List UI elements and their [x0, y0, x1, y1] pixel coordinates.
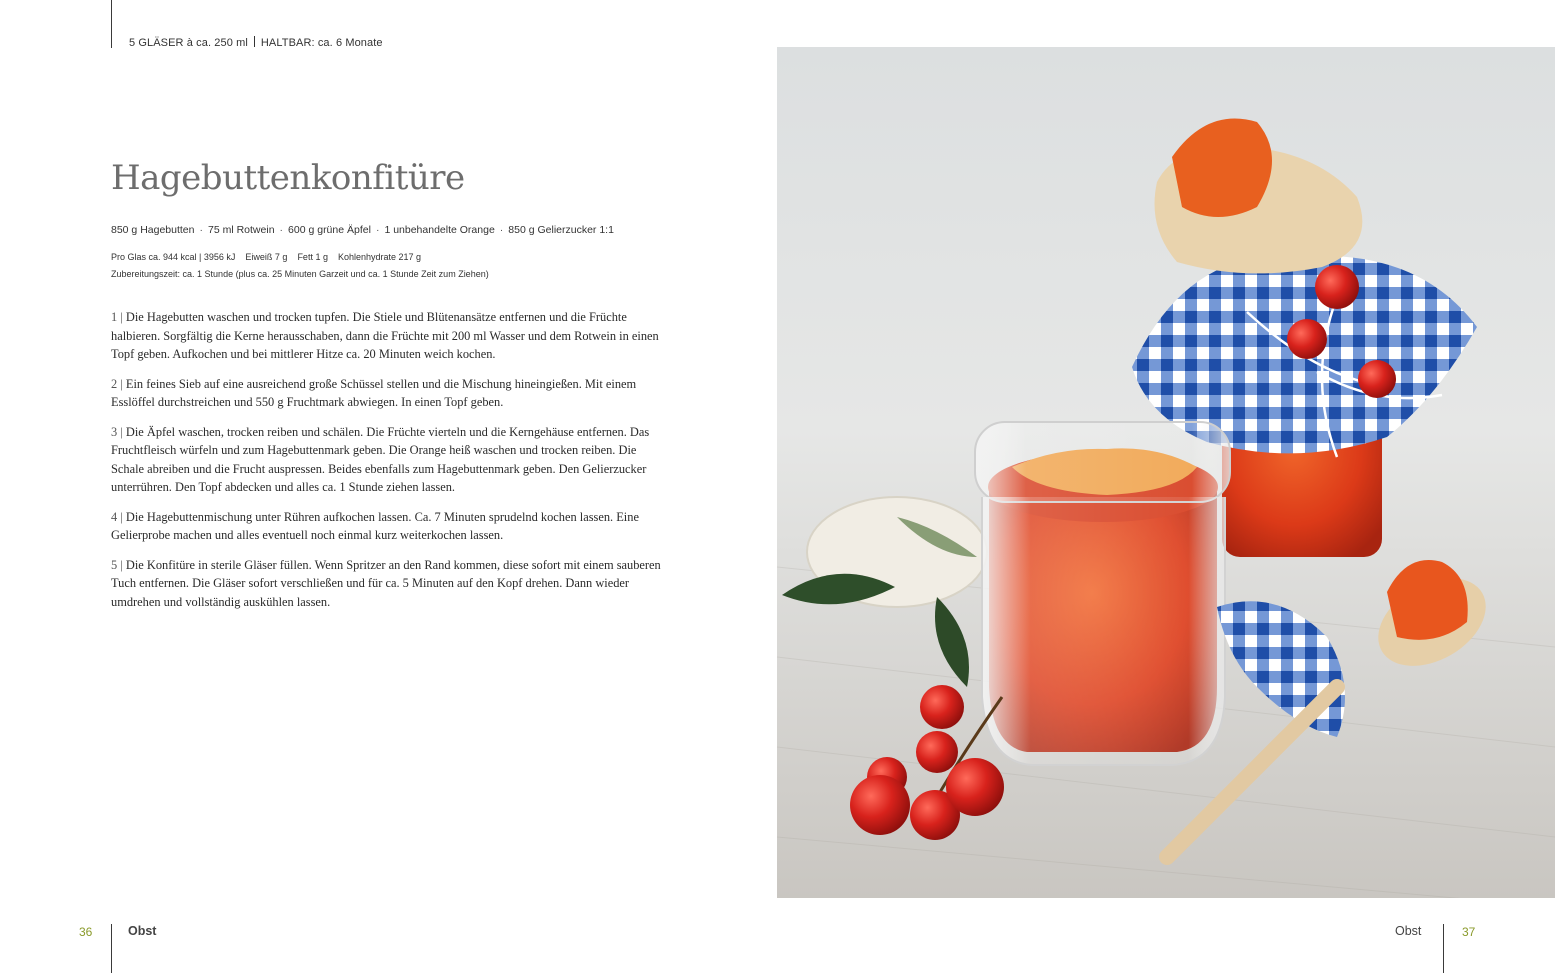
- footer-rule-left: [111, 924, 112, 973]
- step-2: [111, 375, 671, 412]
- ingredient: 600 g grüne Äpfel: [288, 224, 371, 236]
- rosehip-icon: [1358, 360, 1396, 398]
- ingredient-list: [111, 224, 614, 236]
- step-text: Die Hagebuttenmischung unter Rühren aufkochen lassen. Ca. 7 Minuten sprudelnd kochen lassen. Eine Gelierprobe machen und alles eventuell noch einmal kurz weiterkochen lassen.: [111, 509, 639, 542]
- step-number: 3 |: [111, 424, 123, 439]
- nutrition-carbs: Kohlenhydrate 217 g: [337, 252, 422, 262]
- step-number: 2 |: [111, 376, 123, 391]
- step-4: [111, 508, 671, 545]
- footer-rule-right: [1443, 924, 1444, 973]
- step-text: Die Äpfel waschen, trocken reiben und schälen. Die Früchte vierteln und die Kerngehäuse entfernen. Das Fruchtfleisch würfeln und zum Hagebuttenmark geben. Die Orange heiß waschen und trocken reiben. Die Schale abreiben und die Frucht auspressen. Beides ebenfalls zum Hagebuttenmark geben. Den Gelierzucker unterrühren. Den Topf abdecken und alles ca. 1 Stunde ziehen lassen.: [111, 424, 650, 494]
- page-number-right: 37: [1462, 925, 1476, 939]
- step-text: Die Konfitüre in sterile Gläser füllen. Wenn Spritzer an den Rand kommen, diese sofort mit einem sauberen Tuch entfernen. Die Gläser sofort verschließen und für ca. 5 Minuten auf den Kopf drehen. Dann wieder umdrehen und vollständig auskühlen lassen.: [111, 557, 661, 609]
- top-rule: [111, 0, 112, 48]
- step-1: [111, 308, 671, 364]
- step-number: 1 |: [111, 310, 123, 324]
- rosehip-icon: [1287, 319, 1327, 359]
- step-3: [111, 423, 671, 497]
- rosehip-icon: [850, 775, 910, 835]
- step-text: Ein feines Sieb auf eine ausreichend große Schüssel stellen und die Mischung hineingießen. Mit einem Esslöffel durchstreichen und 550 g Fruchtmark abwiegen. In einen Topf geben.: [111, 376, 637, 409]
- step-5: [111, 556, 671, 612]
- jar-rim: [975, 422, 1230, 502]
- page-number-left: 36: [79, 925, 93, 939]
- nutrition-protein: Eiweiß 7 g: [245, 252, 288, 262]
- nutrition-info: [111, 252, 431, 262]
- front-jar: [975, 422, 1230, 765]
- ingredient-separator: ·: [199, 224, 203, 236]
- step-number: 5 |: [111, 557, 123, 572]
- section-label-right: Obst: [1395, 924, 1422, 938]
- recipe-title: Hagebuttenkonfitüre: [111, 158, 465, 198]
- jam-photo: [777, 47, 1555, 898]
- section-label-left: Obst: [128, 924, 157, 938]
- recipe-meta: [129, 36, 383, 49]
- ingredient-separator: ·: [375, 224, 380, 236]
- shelf-life-text: HALTBAR: ca. 6 Monate: [260, 37, 383, 49]
- rosehip-icon: [920, 685, 964, 729]
- yield-text: 5 GLÄSER à ca. 250 ml: [129, 37, 248, 49]
- prep-time: Zubereitungszeit: ca. 1 Stunde (plus ca. 25 Minuten Garzeit und ca. 1 Stunde Zeit zum Ziehen): [111, 269, 489, 279]
- ingredient: 75 ml Rotwein: [208, 224, 275, 236]
- nutrition-fat: Fett 1 g: [297, 252, 328, 262]
- step-number: 4 |: [111, 509, 123, 524]
- nutrition-per-glass: Pro Glas ca. 944 kcal | 3956 kJ: [111, 252, 236, 262]
- ingredient: 850 g Gelierzucker 1:1: [508, 224, 614, 236]
- rosehip-icon: [916, 731, 958, 773]
- ingredient-separator: ·: [499, 224, 504, 236]
- rosehip-icon: [1315, 265, 1359, 309]
- ingredient-separator: ·: [279, 224, 284, 236]
- instruction-steps: [111, 308, 671, 622]
- meta-separator: [254, 36, 255, 47]
- rosehip-icon: [946, 758, 1004, 816]
- ingredient: 1 unbehandelte Orange: [384, 224, 495, 236]
- step-text: Die Hagebutten waschen und trocken tupfen. Die Stiele und Blütenansätze entfernen und die Früchte halbieren. Sorgfältig die Kerne herausschaben, dann die Früchte mit 200 ml Wasser und dem Rotwein in einen Topf geben. Aufkochen und bei mittlerer Hitze ca. 20 Minuten weich kochen.: [111, 310, 659, 361]
- ingredient: 850 g Hagebutten: [111, 224, 195, 236]
